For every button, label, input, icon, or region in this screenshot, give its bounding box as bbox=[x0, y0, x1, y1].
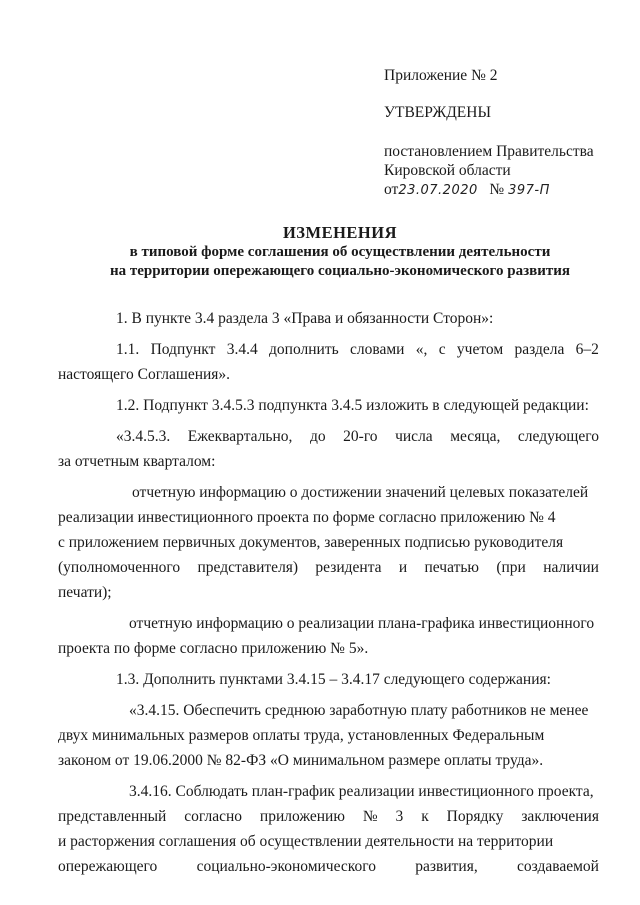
approval-line-2: Кировской области bbox=[384, 162, 511, 179]
word: согласно bbox=[184, 808, 243, 825]
word: «3.4.5.3. bbox=[116, 428, 171, 445]
word: (при bbox=[496, 559, 526, 576]
word: № bbox=[362, 808, 378, 825]
paragraph-3-4-16 bbox=[58, 779, 599, 879]
word: опережающего bbox=[58, 858, 158, 875]
approved-label: УТВЕРЖДЕНЫ bbox=[384, 104, 491, 121]
text-line: законом от 19.06.2000 № 82-ФЗ «О минимальном размере оплаты труда». bbox=[58, 752, 544, 769]
word: словами bbox=[349, 341, 405, 358]
approval-date-line bbox=[384, 180, 624, 200]
title-main: ИЗМЕНЕНИЯ bbox=[282, 223, 398, 242]
word: Порядку bbox=[446, 808, 504, 825]
word: Ежеквартально, bbox=[187, 428, 293, 445]
word: 3 bbox=[395, 808, 404, 825]
word: представленный bbox=[58, 808, 167, 825]
handwritten-number: 397-П bbox=[508, 183, 550, 198]
text-line: проекта по форме согласно приложению № 5». bbox=[58, 640, 369, 657]
text-line: 1. В пункте 3.4 раздела 3 «Права и обязанности Сторон»: bbox=[116, 310, 494, 327]
word: дополнить bbox=[269, 341, 339, 358]
word: приложению bbox=[259, 808, 345, 825]
word: 6–2 bbox=[575, 341, 599, 358]
paragraph-1-1 bbox=[58, 337, 599, 387]
text-line: двух минимальных размеров оплаты труда, установленных Федеральным bbox=[58, 727, 545, 744]
title-subtitle-2: на территории опережающего социально-экономического развития bbox=[110, 263, 570, 279]
word: Подпункт bbox=[150, 341, 216, 358]
word: развития, bbox=[415, 858, 478, 875]
paragraph-3-4-15 bbox=[58, 698, 599, 773]
paragraph-1-2 bbox=[116, 393, 599, 418]
word: (уполномоченного bbox=[58, 559, 181, 576]
word: печатью bbox=[424, 559, 480, 576]
text-line: и расторжения соглашения об осуществлении деятельности на территории bbox=[58, 833, 554, 850]
word: следующего bbox=[517, 428, 599, 445]
word: заключения bbox=[521, 808, 599, 825]
paragraph-3-4-5-3 bbox=[58, 424, 599, 474]
text-line-justified bbox=[58, 854, 599, 879]
paragraph-report-schedule bbox=[58, 611, 599, 661]
text-line: за отчетным кварталом: bbox=[58, 453, 216, 470]
word: с bbox=[438, 341, 446, 358]
word: месяца, bbox=[450, 428, 501, 445]
text-line-justified bbox=[116, 337, 599, 362]
text-line: реализации инвестиционного проекта по форме согласно приложению № 4 bbox=[58, 509, 556, 526]
text-line-justified bbox=[58, 804, 599, 829]
approval-stamp bbox=[384, 66, 624, 200]
word: создаваемой bbox=[517, 858, 599, 875]
text-line: 1.2. Подпункт 3.4.5.3 подпункта 3.4.5 изложить в следующей редакции: bbox=[116, 397, 589, 414]
text-line: отчетную информацию о достижении значений целевых показателей bbox=[132, 484, 589, 501]
date-prefix: от bbox=[384, 181, 399, 198]
document-title bbox=[60, 223, 620, 281]
number-prefix: № bbox=[489, 181, 505, 198]
text-line: отчетную информацию о реализации плана-графика инвестиционного bbox=[129, 615, 595, 632]
text-line: 3.4.16. Соблюдать план-график реализации инвестиционного проекта, bbox=[129, 783, 594, 800]
word: раздела bbox=[514, 341, 565, 358]
appendix-number: Приложение № 2 bbox=[384, 67, 498, 84]
approval-line-1: постановлением Правительства bbox=[384, 143, 594, 160]
text-line-justified bbox=[116, 424, 599, 449]
document-body bbox=[58, 300, 599, 879]
word: 20-го bbox=[343, 428, 378, 445]
word: социально-экономического bbox=[196, 858, 376, 875]
word: и bbox=[398, 559, 408, 576]
word: 1.1. bbox=[116, 341, 140, 358]
word: учетом bbox=[456, 341, 504, 358]
text-line: «3.4.15. Обеспечить среднюю заработную плату работников не менее bbox=[129, 702, 589, 719]
text-line: 1.3. Дополнить пунктами 3.4.15 – 3.4.17 следующего содержания: bbox=[116, 671, 551, 688]
text-line: с приложением первичных документов, заверенных подписью руководителя bbox=[58, 534, 564, 551]
word: «, bbox=[415, 341, 428, 358]
paragraph-report-indicators bbox=[58, 480, 599, 605]
text-line: печати); bbox=[58, 584, 112, 601]
word: наличии bbox=[543, 559, 599, 576]
title-subtitle-1: в типовой форме соглашения об осуществлении деятельности bbox=[129, 244, 551, 260]
paragraph-1-3 bbox=[116, 667, 599, 692]
word: 3.4.4 bbox=[226, 341, 258, 358]
text-line: настоящего Соглашения». bbox=[58, 366, 231, 383]
handwritten-date: 23.07.2020 bbox=[398, 183, 478, 198]
word: представителя) bbox=[197, 559, 299, 576]
word: числа bbox=[395, 428, 433, 445]
paragraph-1 bbox=[116, 306, 599, 331]
word: к bbox=[421, 808, 429, 825]
text-line-justified bbox=[58, 555, 599, 580]
word: резидента bbox=[315, 559, 382, 576]
word: до bbox=[309, 428, 326, 445]
